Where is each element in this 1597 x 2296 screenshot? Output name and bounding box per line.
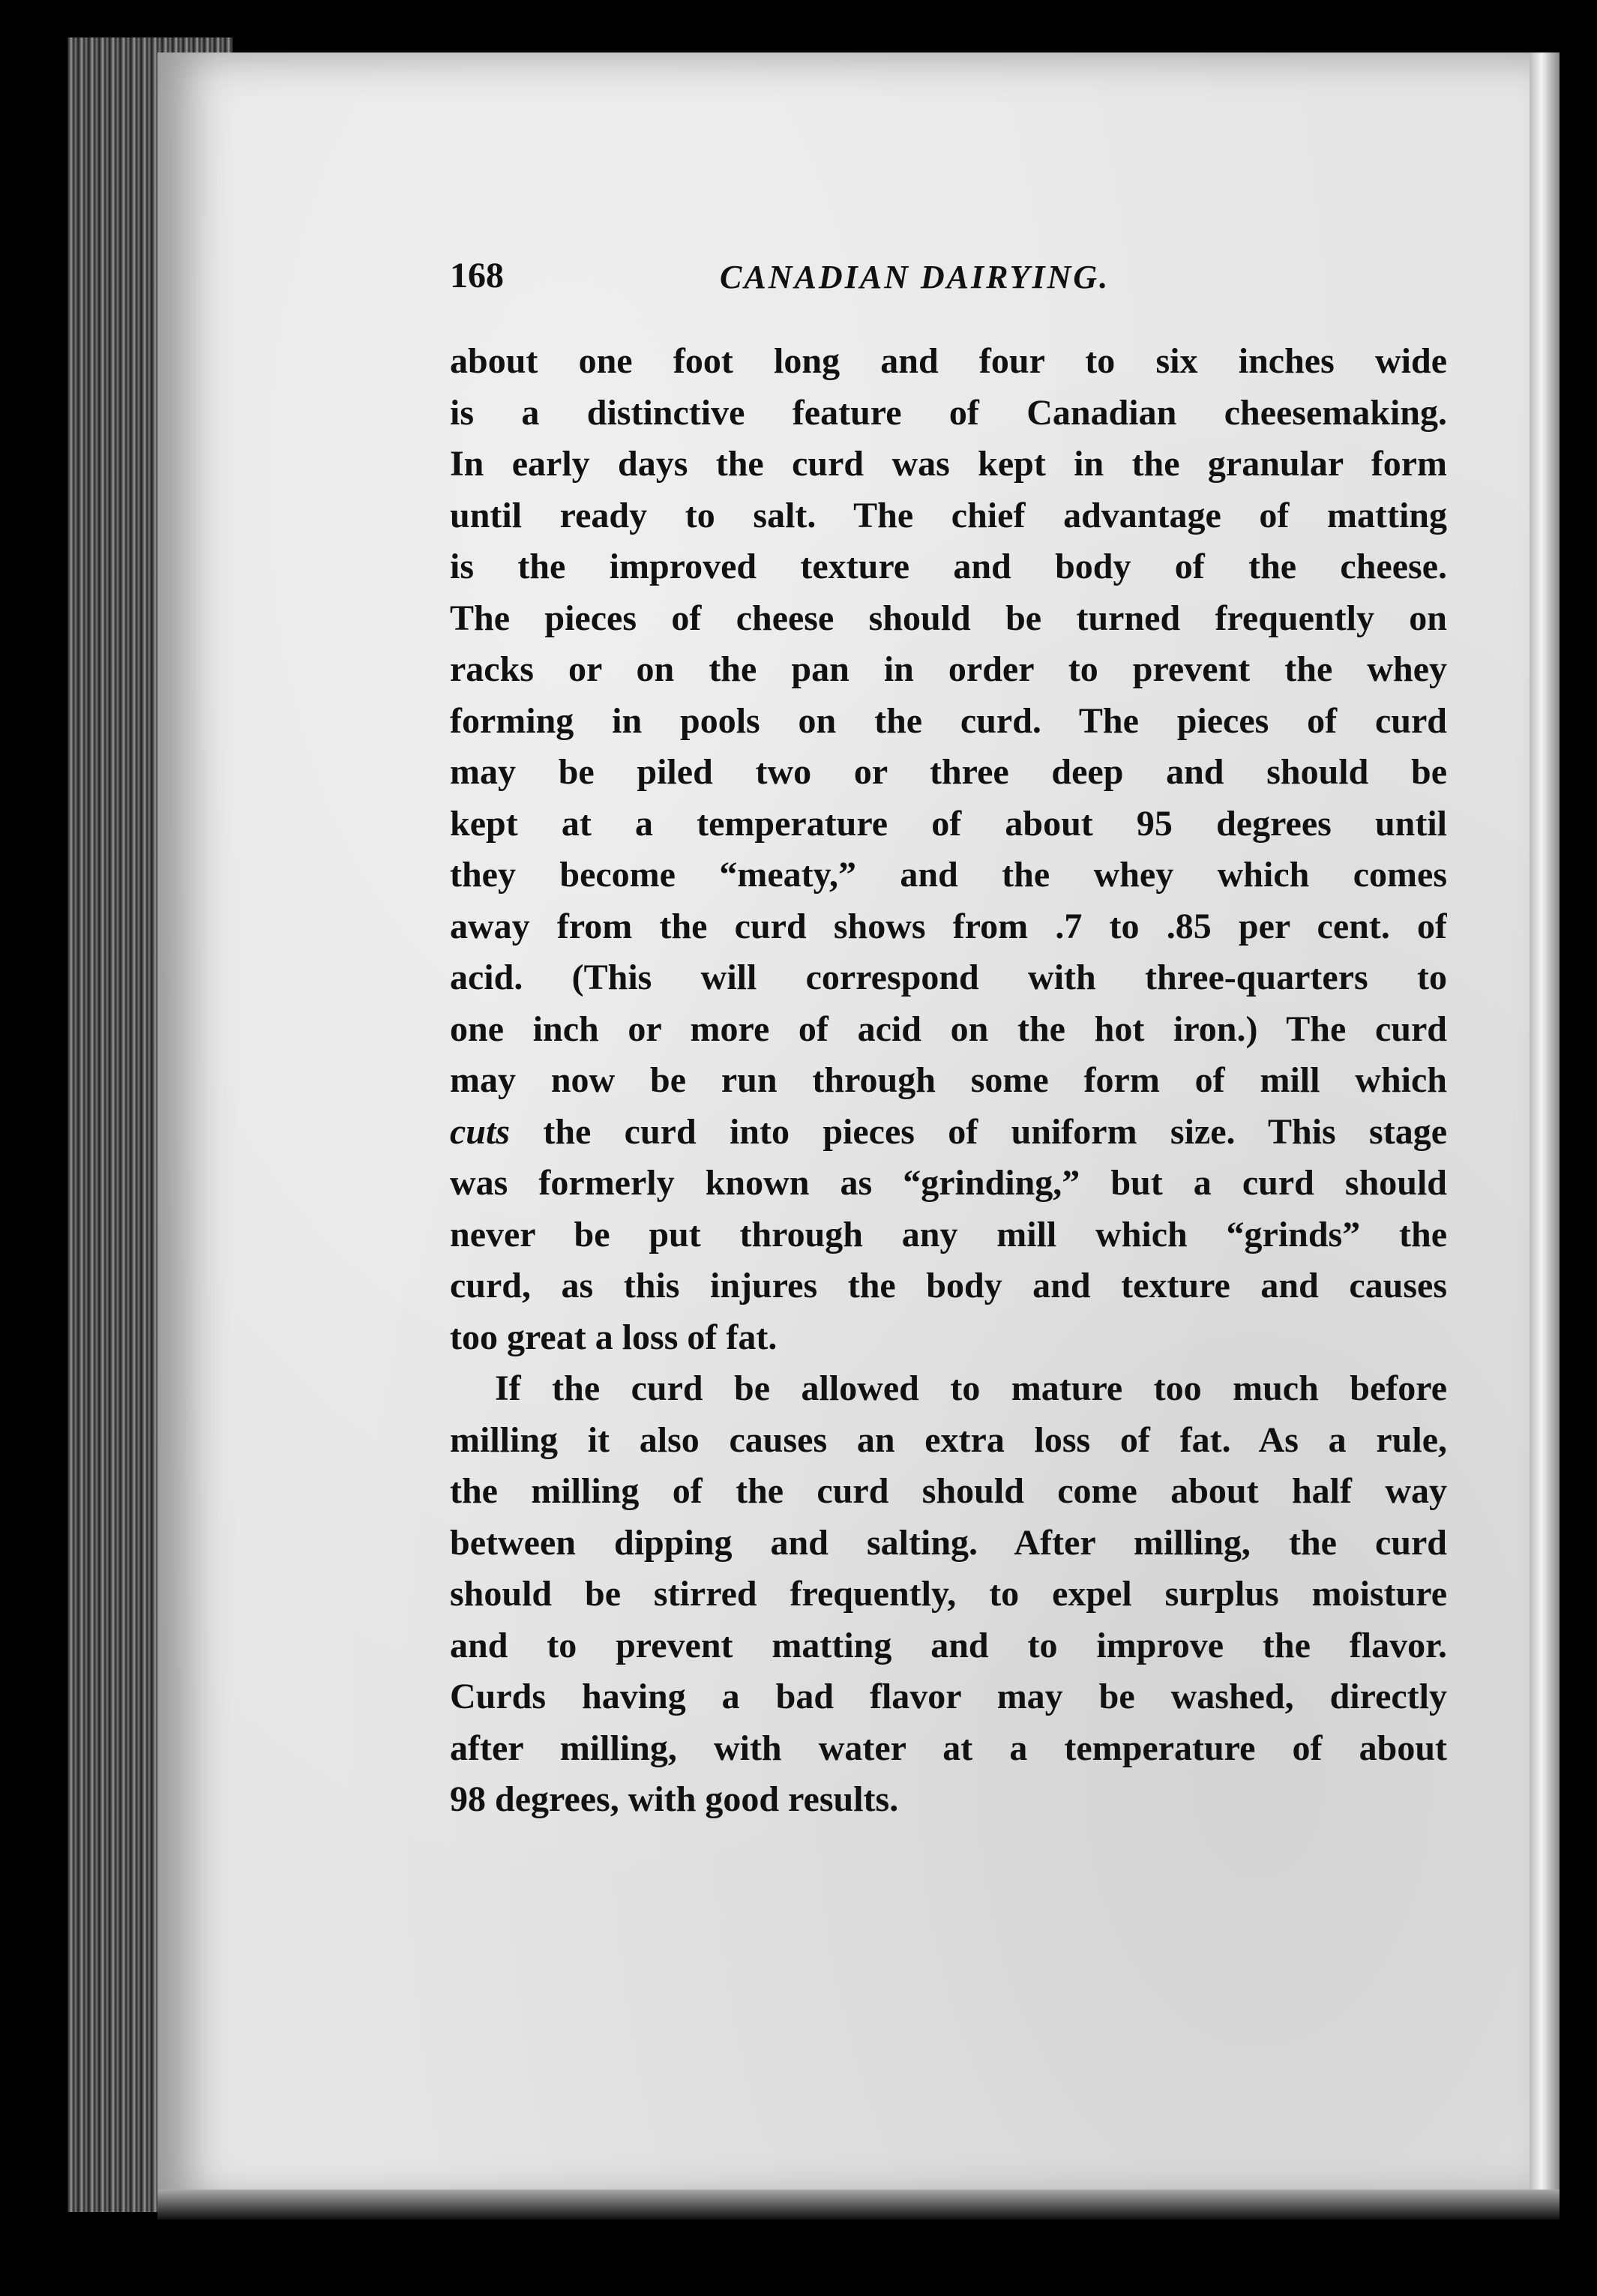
page-header [450, 255, 1485, 307]
text-line: curd, as this injures the body and texture and causes [450, 1266, 1447, 1305]
text-line: away from the curd shows from .7 to .85 per cent. of [450, 906, 1447, 946]
text-line: the milling of the curd should come about half way [450, 1471, 1447, 1511]
paragraph-2 [450, 1363, 1447, 1826]
text-line: 98 degrees, with good results. [450, 1779, 899, 1819]
text-line: milling it also causes an extra loss of fat. As a rule, [450, 1419, 1447, 1460]
text-line: Curds having a bad flavor may be washed, directly [450, 1677, 1447, 1716]
text-line: too great a loss of fat. [450, 1317, 778, 1357]
body-text [450, 336, 1447, 1826]
text-line: should be stirred frequently, to expel surplus moisture [450, 1574, 1447, 1614]
text-line: until ready to salt. The chief advantage of matting [450, 495, 1447, 535]
text-line: about one foot long and four to six inches wide [450, 341, 1447, 381]
text-line: they become “meaty,” and the whey which comes [450, 855, 1447, 895]
text-line: is a distinctive feature of Canadian cheesemaking. [450, 392, 1447, 433]
text-line: one inch or more of acid on the hot iron.) The curd [450, 1009, 1447, 1049]
text-line: racks or on the pan in order to prevent the whey [450, 649, 1447, 689]
text-line: never be put through any mill which “grinds” the [450, 1214, 1447, 1254]
text-line: The pieces of cheese should be turned frequently on [450, 598, 1447, 638]
text-line: acid. (This will correspond with three-quarters to [450, 958, 1447, 997]
text-line: If the curd be allowed to mature too much before [495, 1368, 1447, 1408]
paragraph-1 [450, 336, 1447, 1363]
page-right-edge [1530, 52, 1560, 2205]
text-line: and to prevent matting and to improve the flavor. [450, 1625, 1447, 1665]
text-line: cuts the curd into pieces of uniform size. This stage [450, 1111, 1447, 1152]
text-line: may now be run through some form of mill which [450, 1060, 1447, 1100]
page-number: 168 [450, 256, 504, 295]
text-line: In early days the curd was kept in the granular form [450, 444, 1447, 484]
text-line: after milling, with water at a temperature of about [450, 1728, 1447, 1768]
text-line: may be piled two or three deep and should be [450, 752, 1447, 792]
page-bottom-shadow [157, 2190, 1560, 2220]
text-line: was formerly known as “grinding,” but a curd should [450, 1163, 1447, 1203]
text-line: kept at a temperature of about 95 degrees until [450, 803, 1447, 844]
italic-word: cuts [450, 1111, 511, 1152]
text-line: forming in pools on the curd. The pieces of curd [450, 700, 1447, 741]
running-head: CANADIAN DAIRYING. [720, 259, 1110, 295]
text-line: between dipping and salting. After milling, the curd [450, 1522, 1447, 1563]
text-line: is the improved texture and body of the cheese. [450, 547, 1447, 586]
